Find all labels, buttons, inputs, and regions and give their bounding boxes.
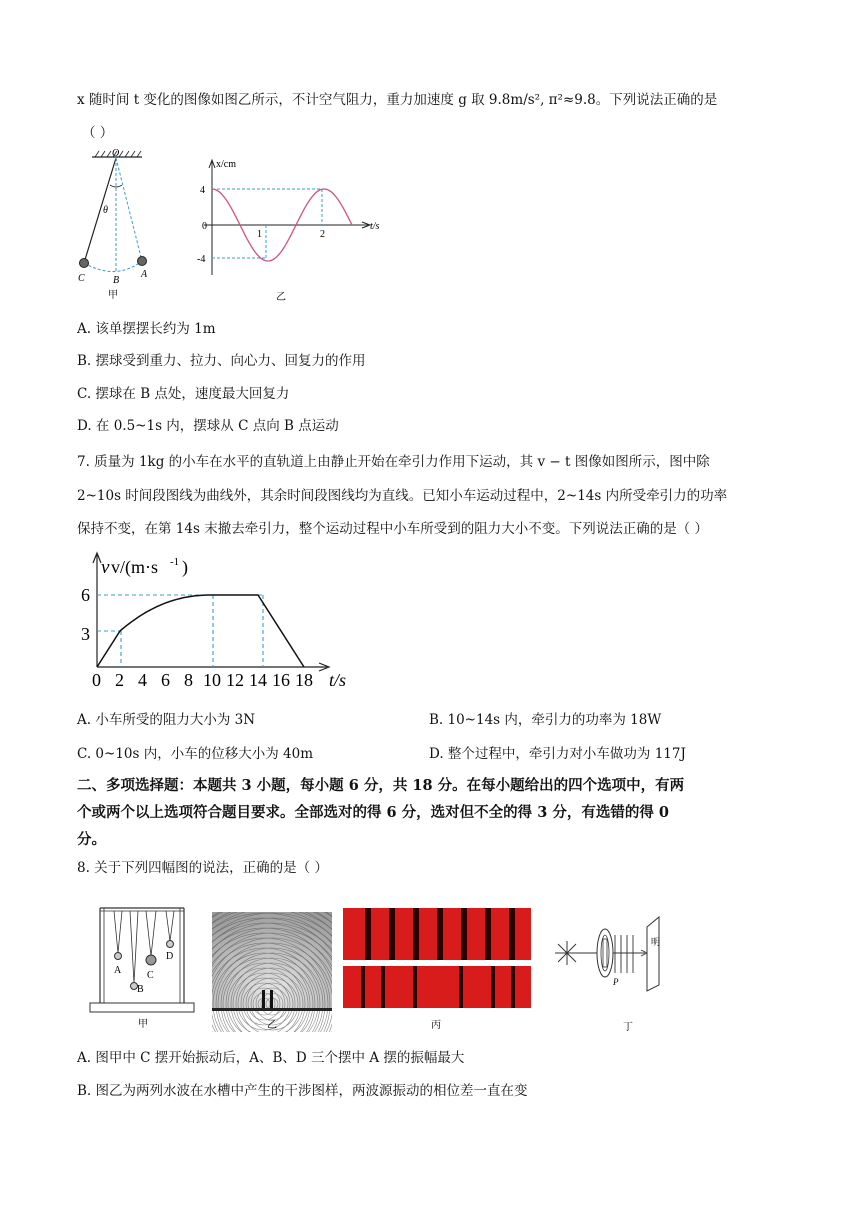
fringe-dark-band: [461, 908, 467, 960]
q7-option-a: A. 小车所受的阻力大小为 3N: [77, 712, 256, 728]
label-O: O: [112, 148, 120, 159]
caption-q8-yi: 乙: [267, 1020, 277, 1031]
vt-xtick-8: 8: [184, 670, 193, 690]
vt-ylabel-v: v: [101, 557, 110, 578]
water-interference-figure: [212, 912, 332, 1032]
fringe-dark-band: [511, 966, 515, 1008]
xt-chart-yi: [190, 150, 400, 305]
label-A: A: [141, 269, 148, 280]
caption-q8-bing: 丙: [431, 1020, 441, 1031]
fringe-dark-band: [365, 908, 371, 960]
q6-option-d: D. 在 0.5~1s 内，摆球从 C 点向 B 点运动: [77, 418, 339, 434]
yi-ytick-4: 4: [200, 185, 205, 196]
fringe-dark-band: [491, 966, 495, 1008]
vt-xtick-12: 12: [226, 670, 244, 690]
pendulum-label-A: A: [114, 965, 122, 976]
vt-xlabel: t/s: [329, 670, 347, 690]
fringe-pattern-figure: [343, 908, 533, 1033]
q7-option-c: C. 0~10s 内，小车的位移大小为 40m: [77, 746, 313, 762]
pendulum-label-C: C: [147, 970, 154, 981]
fringe-dark-band: [389, 908, 395, 960]
q7-option-d: D. 整个过程中，牵引力对小车做功为 117J: [429, 746, 686, 762]
label-C: C: [78, 273, 85, 284]
pendulum-figure-jia: [70, 145, 180, 305]
q7-option-b: B. 10~14s 内，牵引力的功率为 18W: [429, 712, 662, 728]
vt-chart: [75, 545, 365, 695]
section2-line3: 分。: [77, 831, 106, 848]
polarizer-figure: [553, 915, 668, 1035]
vt-series: [97, 595, 304, 667]
fringe-dark-band: [361, 966, 365, 1008]
vt-xtick-16: 16: [272, 670, 290, 690]
q7-stem-line1: 7. 质量为 1kg 的小车在水平的直轨道上由静止开始在牵引力作用下运动，其 v − t 图像如图所示，图中除: [77, 454, 710, 470]
fringe-dark-band: [437, 908, 443, 960]
pendulum-label-D: D: [166, 951, 174, 962]
pendulum-label-B: B: [137, 984, 144, 995]
section2-line1: 二、多项选择题：本题共 3 小题，每小题 6 分，共 18 分。在每小题给出的四个选项中，有两: [77, 777, 685, 794]
fringe-dark-band: [413, 908, 419, 960]
yi-ylabel: x/cm: [216, 159, 236, 170]
caption-jia: 甲: [108, 290, 118, 301]
q7-stem-line3: 保持不变，在第 14s 末撤去牵引力，整个运动过程中小车所受到的阻力大小不变。下列说法正确的是（ ）: [77, 521, 708, 537]
caption-q8-ding: 丁: [623, 1022, 633, 1033]
section2-line2: 个或两个以上选项符合题目要求。全部选对的得 6 分，选对但不全的得 3 分，有选错的得 0: [77, 804, 670, 821]
fringe-dark-band: [459, 966, 463, 1008]
label-B: B: [113, 275, 120, 286]
q8-stem: 8. 关于下列四幅图的说法，正确的是（ ）: [77, 860, 328, 876]
vt-ylabel-sup: -1: [170, 556, 180, 568]
q6-stem-line1: x 随时间 t 变化的图像如图乙所示，不计空气阻力，重力加速度 g 取 9.8m/s², π²≈9.8。下列说法正确的是: [77, 92, 718, 108]
yi-ytick-neg4: -4: [197, 254, 206, 265]
q7-stem-line2: 2~10s 时间段图线为曲线外，其余时间段图线均为直线。已知小车运动过程中，2~14s 内所受牵引力的功率: [77, 488, 728, 504]
vt-xtick-10: 10: [203, 670, 221, 690]
vt-xtick-0: 0: [92, 670, 101, 690]
vt-ylabel-close: ): [182, 557, 188, 577]
q6-option-b: B. 摆球受到重力、拉力、向心力、回复力的作用: [77, 353, 366, 369]
yi-xlabel: t/s: [370, 221, 380, 232]
vt-xtick-4: 4: [138, 670, 147, 690]
label-theta: θ: [103, 205, 108, 216]
q6-option-a: A. 该单摆摆长约为 1m: [77, 321, 216, 337]
coupled-pendulums-figure: [88, 903, 200, 1033]
caption-q8-jia: 甲: [138, 1019, 148, 1030]
vt-xtick-14: 14: [249, 670, 267, 690]
vt-ytick-3: 3: [81, 624, 90, 644]
fringe-dark-band: [509, 908, 515, 960]
q8-option-a: A. 图甲中 C 摆开始振动后，A、B、D 三个摆中 A 摆的振幅最大: [77, 1050, 465, 1066]
yi-xtick-2: 2: [320, 229, 325, 240]
q6-option-c: C. 摆球在 B 点处，速度最大回复力: [77, 386, 290, 402]
vt-xtick-6: 6: [161, 670, 170, 690]
q6-answer-blank: （ ）: [82, 125, 114, 141]
caption-yi: 乙: [276, 292, 286, 303]
q8-option-b: B. 图乙为两列水波在水槽中产生的干涉图样，两波源振动的相位差一直在变: [77, 1083, 528, 1099]
vt-xtick-18: 18: [295, 670, 313, 690]
fringe-dark-band: [381, 966, 385, 1008]
yi-ytick-0: 0: [202, 221, 207, 232]
vt-ytick-6: 6: [81, 585, 90, 605]
screen-label: 明: [651, 937, 661, 947]
yi-xtick-1: 1: [257, 229, 262, 240]
fringe-dark-band: [485, 908, 491, 960]
vt-xtick-2: 2: [115, 670, 124, 690]
vt-ylabel: v/(m·s: [111, 557, 158, 577]
fringe-dark-band: [413, 966, 417, 1008]
polarizer-label-P: P: [613, 977, 619, 987]
